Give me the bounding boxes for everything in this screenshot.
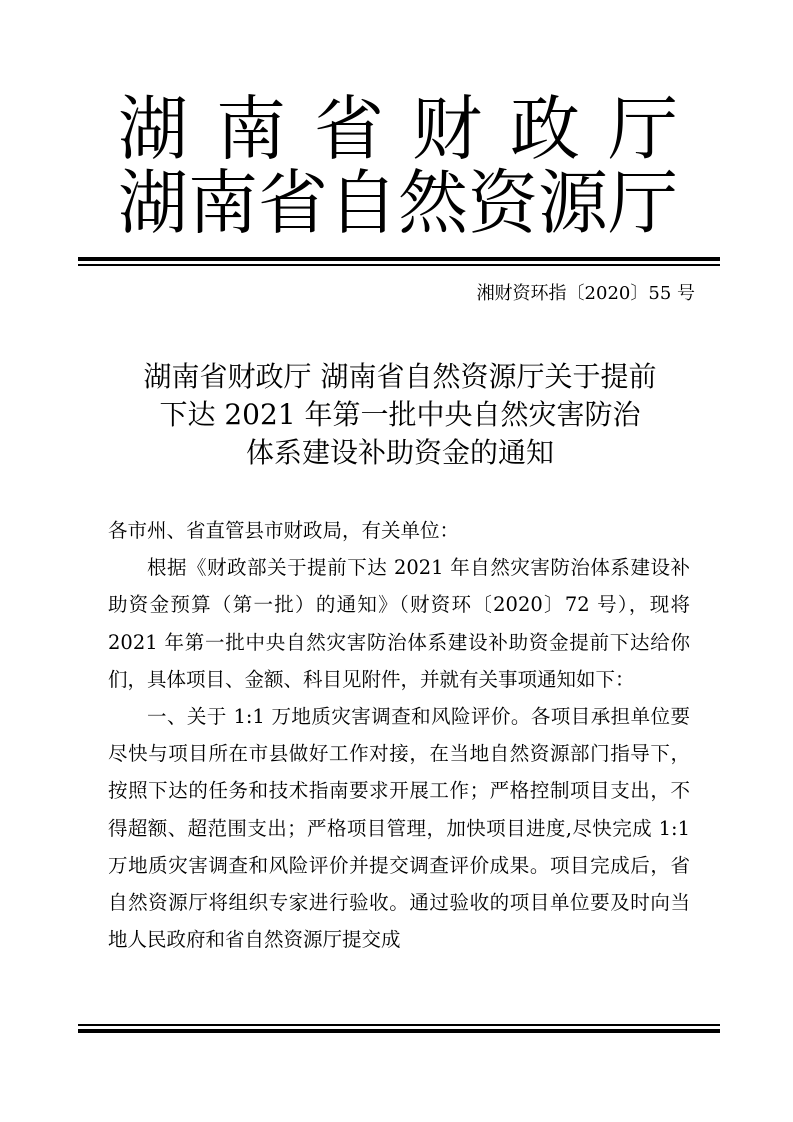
title-line-2: 下达 2021 年第一批中央自然灾害防治	[159, 398, 641, 431]
issuer-name-natural-resources: 湖南省自然资源厅	[118, 166, 678, 243]
title-line-3: 体系建设补助资金的通知	[245, 436, 554, 469]
body-paragraph: 根据《财政部关于提前下达 2021 年自然灾害防治体系建设补助资金预算（第一批）的通知》（财资环〔2020〕72 号），现将2021 年第一批中央自然灾害防治体系建设补助资金提前下达给你们，具体项目、金额、科目见附件，并就有关事项通知如下：	[108, 556, 690, 691]
body-paragraph: 一、关于 1:1 万地质灾害调查和风险评价。各项目承担单位要尽快与项目所在市县做好工作对接，在当地自然资源部门指导下，按照下达的任务和技术指南要求开展工作；严格控制项目支出，不得超额、超范围支出；严格项目管理，加快项目进度,尽快完成 1:1 万地质灾害调查和风险评价并提交调查评价成果。项目完成后，省自然资源厅将组织专家进行验收。通过验收的项目单位要及时向当地人民政府和省自然资源厅提交成	[108, 705, 690, 952]
issuer-name-finance: 湖南省财政厅	[118, 92, 678, 169]
header-divider-thin	[78, 264, 720, 266]
salutation: 各市州、省直管县市财政局，有关单位：	[108, 519, 460, 542]
title-line-1: 湖南省财政厅 湖南省自然资源厅关于提前	[143, 360, 657, 393]
document-body	[108, 512, 690, 958]
footer-divider-thin	[78, 1024, 720, 1026]
document-title	[80, 358, 720, 472]
document-number: 湘财资环指〔2020〕55 号	[476, 283, 695, 304]
header-divider-thick	[78, 257, 720, 261]
footer-divider-thick	[78, 1029, 720, 1033]
